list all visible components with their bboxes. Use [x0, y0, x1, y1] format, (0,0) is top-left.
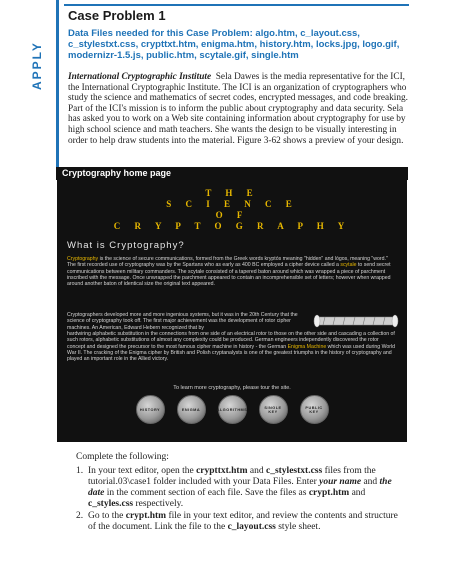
step-1-text-d: and: [361, 477, 380, 487]
nav-algorithms-button[interactable]: ALGORITHMS: [218, 395, 247, 424]
step-2-text-c: style sheet.: [275, 522, 321, 532]
step-2-text-a: Go to the: [88, 511, 126, 521]
heading-the: T H E: [205, 188, 259, 198]
nav-enigma-button[interactable]: ENIGMA: [177, 395, 206, 424]
paragraph-2: Cryptographers developed more and more ingenious systems, but it was in the 20th Century that the science of cryptography took off. The first major achievement was the development of rotor cipher machines. An American, Edward Hebern recognized that by: [67, 312, 298, 331]
step-1: [76, 466, 408, 510]
step-1-file-1: crypttxt.htm: [196, 466, 248, 476]
paragraph-2b-end: which was used during World War II. The cracking of the Enigma cipher by British and Polish cryptanalysts is one of the greatest triumphs in the history of cryptography and played an important role in the Allied victory.: [67, 343, 396, 363]
step-1-text-a: In your text editor, open the: [88, 466, 197, 476]
complete-following-label: Complete the following:: [76, 452, 169, 462]
step-1-text-c: files from the tutorial.03\case1 folder included with your Data Files. Enter: [88, 466, 376, 487]
step-1-text-g: respectively.: [133, 499, 184, 509]
intro-paragraph: [68, 72, 408, 146]
step-text: [88, 466, 408, 510]
step-1-file-2: c_stylestxt.css: [265, 466, 323, 476]
title-rule: [64, 4, 409, 6]
tour-text: To learn more cryptography, please tour the site.: [173, 385, 291, 391]
steps-list: [76, 466, 408, 534]
step-1-text-f: and: [349, 488, 366, 498]
step-text: [88, 511, 408, 533]
paragraph-1-text: is the science of secure communications, formed from the Greek words kryptós meaning "hidden" and lógos, meaning "word." The first recorded use of cryptography was by the Spartans who as early as 400 BC employed a cipher device called a: [67, 256, 388, 269]
heading-of: O F: [215, 210, 249, 220]
apply-label: APPLY: [30, 41, 44, 91]
data-files-list: Data Files needed for this Case Problem: algo.htm, c_layout.css, c_stylestxt.css, crypttxt.htm, enigma.htm, history.htm, locks.jpg, logo.gif, modernizr-1.5.js, public.htm, scytale.gif, single.htm: [68, 28, 400, 61]
step-1-the-date: the date: [88, 477, 392, 498]
what-is-heading: What is Cryptography?: [67, 240, 185, 251]
paragraph-2-continued: [67, 331, 397, 362]
step-1-file-4: c_styles.css: [88, 499, 134, 509]
nav-public-key-button[interactable]: PUBLIC KEY: [300, 395, 329, 424]
org-name: International Cryptographic Institute: [68, 72, 212, 82]
step-2-file-2: c_layout.css: [227, 522, 276, 532]
step-1-text-e: in the comment section of each file. Save the files as: [104, 488, 309, 498]
nav-history-button[interactable]: HISTORY: [136, 395, 165, 424]
paragraph-1: [67, 256, 397, 287]
figure-caption: Cryptography home page: [62, 168, 172, 178]
paragraph-1-end: to send secret communications between military commanders. The scytale consisted of a tapered baton around which was wrapped a piece of parchment inscribed with the message. Once unwrapped the parchment appeared to contain an incomprehensible set of letters; however when wrapped around another baton of identical size the original text appeared.: [67, 262, 391, 288]
paragraph-2b-text: hardwiring alphabetic substitution in the connections from one side of an electrical rotor to those on the other side and cascading a collection of such rotors, alphabetic substitutions of almost any complexity could be produced. German engineers independently discovered the rotor concept and designed the precursor to the most famous cipher machine in history - the German: [67, 331, 395, 350]
step-2-text-b: file in your text editor, and review the contents and structure of the document. Link the file to the: [88, 511, 398, 532]
step-1-text-b: and: [247, 466, 266, 476]
step-1-file-3: crypt.htm: [308, 488, 350, 498]
step-2: [76, 511, 408, 533]
step-number: 2.: [76, 511, 84, 521]
step-1-your-name: your name: [319, 477, 362, 487]
scytale-image: [313, 310, 399, 332]
intro-text: Sela Dawes is the media representative for the ICI, the International Cryptographic Institute. The ICI is an organization of cryptographers who study the science and mathematics of secret codes, encrypted messages, and code breaking. Part of the ICI's mission is to inform the public about cryptography and data security. Sela has asked you to work on a Web site containing information about cryptography for use by high school science and math teachers. She wants the design to be visually interesting in order to help draw students into the material. Figure 3-62 shows a preview of your design.: [68, 72, 408, 146]
heading-science: S C I E N C E: [166, 199, 298, 209]
step-2-file-1: crypt.htm: [125, 511, 167, 521]
nav-single-key-button[interactable]: SINGLE KEY: [259, 395, 288, 424]
heading-cryptography: C R Y P T O G R A P H Y: [113, 221, 351, 231]
cryptography-link[interactable]: Cryptography: [67, 256, 99, 262]
enigma-link[interactable]: Enigma Machine: [287, 343, 327, 350]
scytale-link[interactable]: scytale: [340, 262, 357, 269]
step-number: 1.: [76, 466, 84, 476]
case-problem-title: Case Problem 1: [68, 8, 166, 23]
nav-buttons: [57, 395, 407, 425]
cryptography-page-preview: [57, 180, 407, 442]
